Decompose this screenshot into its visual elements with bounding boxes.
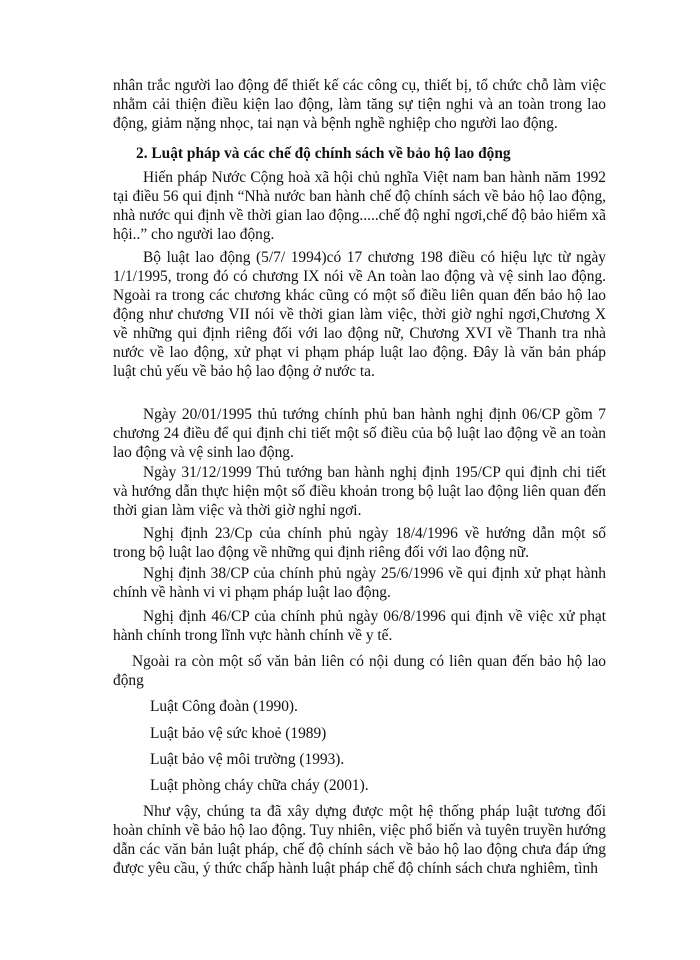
law-item: Luật bảo vệ môi trường (1993). bbox=[150, 751, 345, 768]
paragraph-decree-23: Nghị định 23/Cp của chính phủ ngày 18/4/1996 về hướng dẫn một số trong bộ luật lao động về những qui định riêng đối với lao động nữ. bbox=[113, 525, 606, 561]
paragraph-decree-195: Ngày 31/12/1999 Thủ tướng ban hành nghị định 195/CP qui định chi tiết và hướng dẫn thực hiện một số điều khoản trong bộ luật lao động liên quan đến thời gian làm việc và thời giờ nghỉ ngơi. bbox=[113, 464, 606, 519]
law-item: Luật bảo vệ sức khoẻ (1989) bbox=[150, 725, 327, 742]
paragraph-conclusion: Như vậy, chúng ta đã xây dựng được một hệ thống pháp luật tương đối hoàn chỉnh về bảo hộ lao động. Tuy nhiên, việc phổ biến và tuyên truyền hướng dẫn các văn bản luật pháp, chế độ chính sách về bảo hộ lao động chưa đáp ứng được yêu cầu, ý thức chấp hành luật pháp chế độ chính sách chưa nghiêm, tình bbox=[113, 803, 606, 877]
paragraph-decree-38: Nghị định 38/CP của chính phủ ngày 25/6/1996 về qui định xử phạt hành chính về hành vi vi phạm pháp luật lao động. bbox=[113, 565, 606, 601]
paragraph-other-documents: Ngoài ra còn một số văn bản liên có nội dung có liên quan đến bảo hộ lao động bbox=[113, 653, 606, 689]
law-item: Luật phòng cháy chữa cháy (2001). bbox=[150, 777, 369, 794]
paragraph-decree-46: Nghị định 46/CP của chính phủ ngày 06/8/1996 qui định về việc xử phạt hành chính trong lĩnh vực hành chính về y tế. bbox=[113, 608, 606, 644]
section-heading: 2. Luật pháp và các chế độ chính sách về bảo hộ lao động bbox=[136, 145, 511, 162]
paragraph-labor-code: Bộ luật lao động (5/7/ 1994)có 17 chương 198 điều có hiệu lực từ ngày 1/1/1995, trong đó có chương IX nói về An toàn lao động và vệ sinh lao động. Ngoài ra trong các chương khác cũng có một số điều liên quan đến bảo hộ lao động như chương VII nói về thời gian làm việc, thời giờ nghỉ ngơi,Chương X về những qui định riêng đối với lao động nữ, Chương XVI về Thanh tra nhà nước về lao động, xử phạt vi phạm pháp luật lao động. Đây là văn bản pháp luật chủ yếu về bảo hộ lao động ở nước ta. bbox=[113, 249, 606, 380]
paragraph-intro-continuation: nhân trắc người lao động để thiết kế các công cụ, thiết bị, tổ chức chỗ làm việc nhằm cải thiện điều kiện lao động, làm tăng sự tiện nghi và an toàn trong lao động, giảm nặng nhọc, tai nạn và bệnh nghề nghiệp cho người lao động. bbox=[113, 77, 606, 132]
law-item: Luật Công đoàn (1990). bbox=[150, 698, 298, 715]
paragraph-decree-06: Ngày 20/01/1995 thủ tướng chính phủ ban hành nghị định 06/CP gồm 7 chương 24 điều để qui định chi tiết một số điều của bộ luật lao động về an toàn lao động và vệ sinh lao động. bbox=[113, 406, 606, 461]
paragraph-constitution: Hiến pháp Nước Cộng hoà xã hội chủ nghĩa Việt nam ban hành năm 1992 tại điều 56 qui định “Nhà nước ban hành chế độ chính sách về bảo hộ lao động, nhà nước qui định về thời gian lao động.....chế độ nghỉ ngơi,chế độ bảo hiểm xã hội..” cho người lao động. bbox=[113, 169, 606, 243]
